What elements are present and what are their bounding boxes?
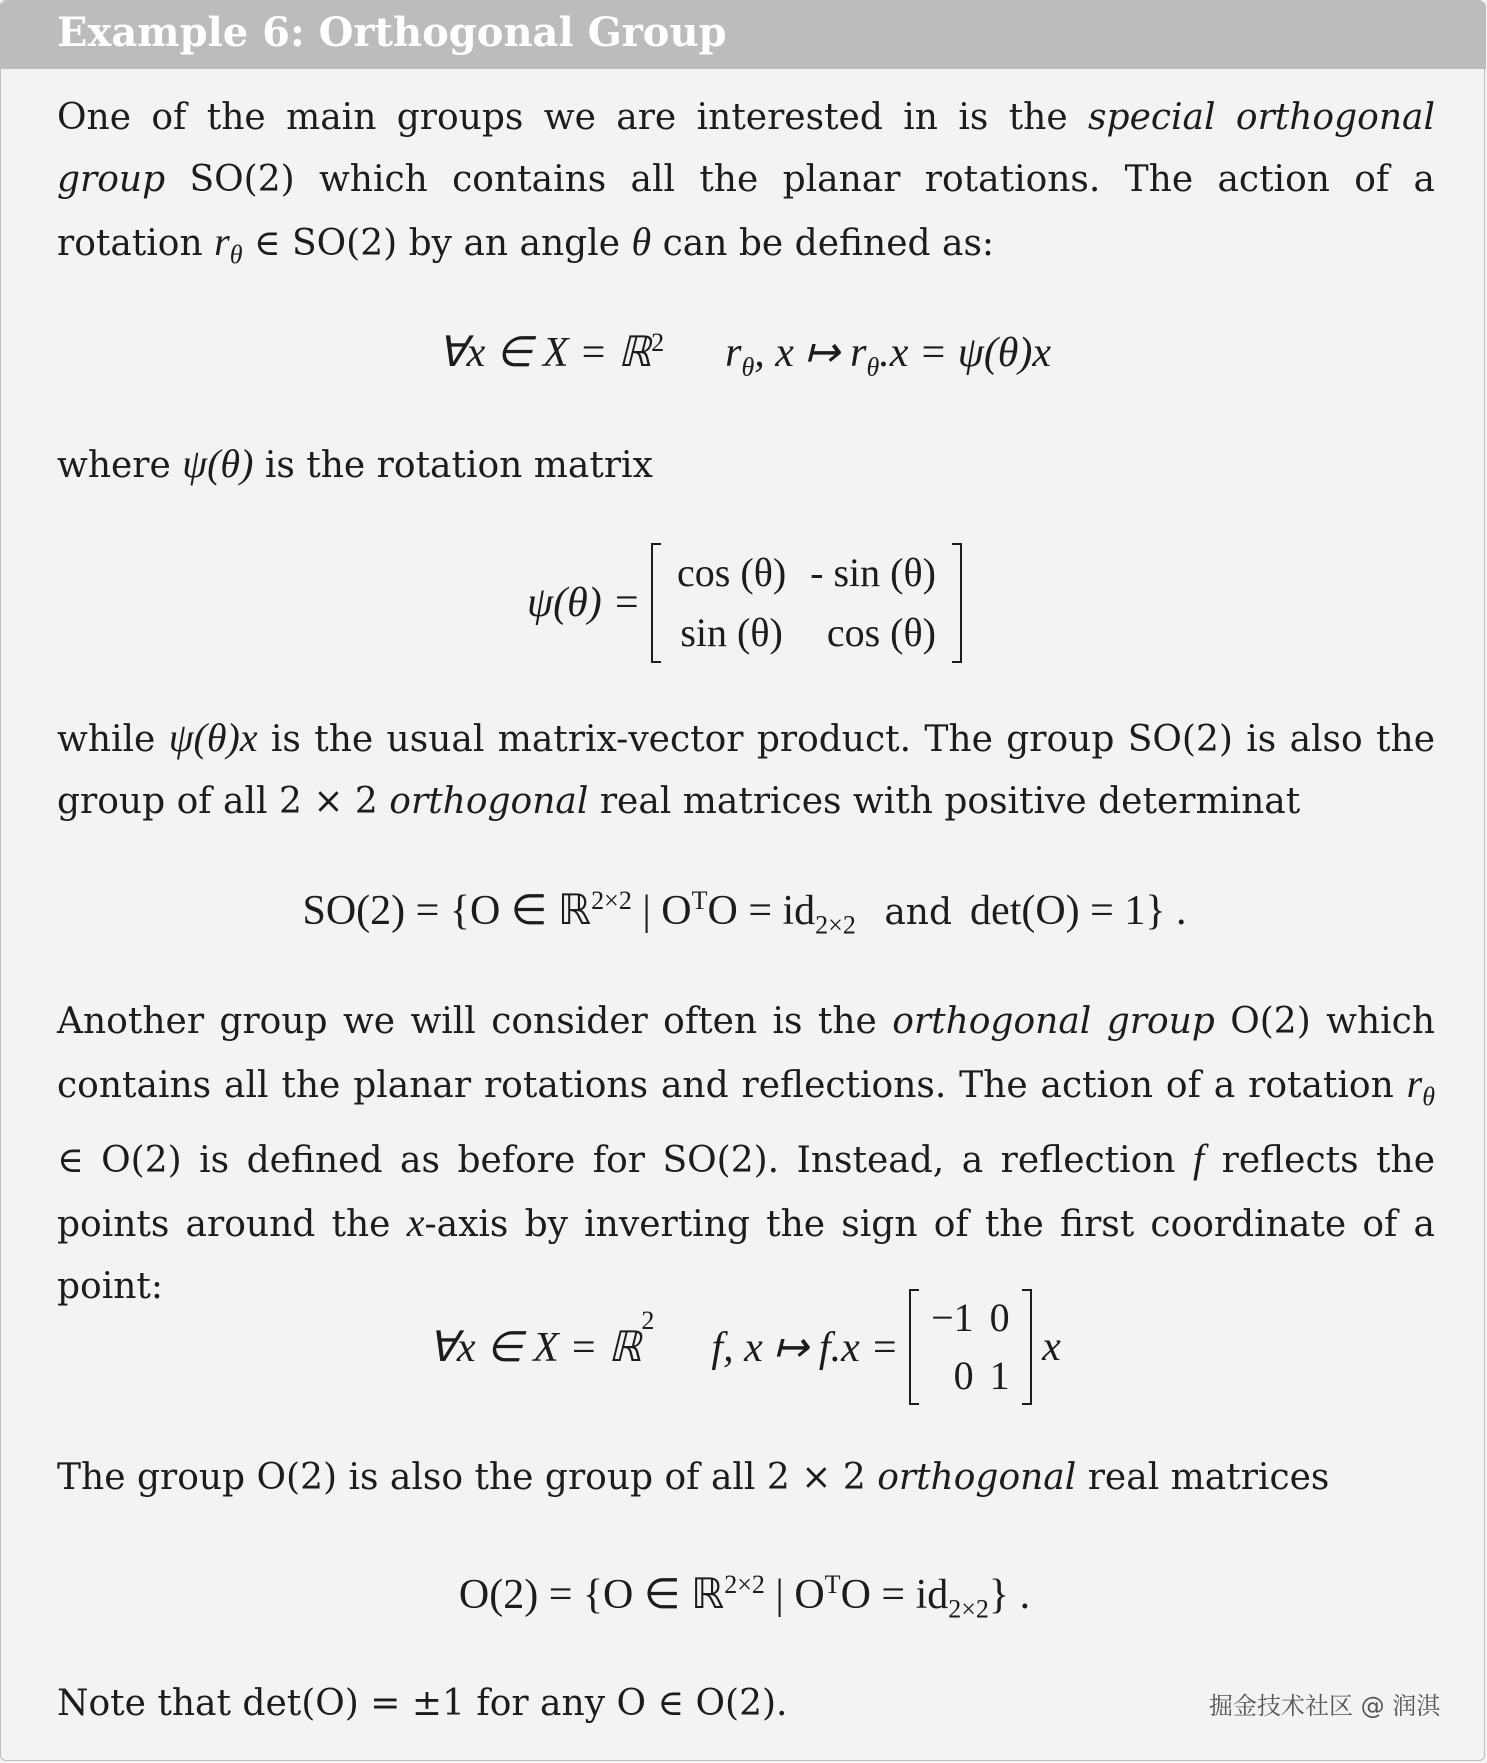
eq-sup: 2	[641, 1305, 655, 1335]
reflection-matrix	[909, 1289, 1032, 1405]
text: -axis by inverting the sign of the first coordinate of a point:	[57, 1204, 1435, 1308]
eq-part: SO(2) = {O ∈ ℝ	[302, 888, 592, 934]
emphasis: special orthogonal group	[57, 97, 1435, 200]
eq-and: and	[884, 892, 953, 933]
eq-part: , x ↦ r	[754, 330, 867, 376]
eq-part: O(2) = {O ∈ ℝ	[458, 1572, 725, 1618]
eq-part: | O	[764, 1572, 825, 1618]
eq-part: det(O) = 1} .	[970, 888, 1187, 934]
text: SO(2) which contains all the planar rotations. The action of a rotation	[57, 159, 1435, 264]
eq-sup: T	[824, 1570, 841, 1599]
equation-reflection	[1, 1289, 1487, 1405]
math-inline: ψ(θ)x	[168, 715, 258, 760]
text: is the usual matrix-vector product. The group SO(2) is also the group of all 2 × 2	[57, 719, 1435, 822]
eq-sup: 2	[651, 328, 665, 357]
text: while	[57, 719, 169, 760]
matrix-cell: sin (θ)	[680, 610, 783, 655]
matrix-cell: cos (θ)	[826, 610, 936, 655]
eq-part: x	[1042, 1324, 1061, 1370]
eq-part: r	[725, 330, 742, 376]
paragraph-o2	[57, 991, 1435, 1318]
watermark: 掘金技术社区 @ 润淇	[1209, 1692, 1441, 1720]
eq-lhs: ∀x ∈ X = ℝ	[428, 1325, 642, 1371]
text: where	[57, 445, 183, 486]
math-sub: θ	[229, 240, 243, 270]
matrix-cell: 0	[989, 1295, 1010, 1340]
eq-part: | O	[631, 888, 692, 934]
math-inline: r	[1406, 1061, 1423, 1106]
math-inline: x	[406, 1200, 425, 1246]
example-header	[1, 1, 1486, 69]
equation-rotation-matrix	[1, 543, 1487, 663]
paragraph-so2-matrices	[57, 707, 1435, 833]
eq-sub: θ	[741, 352, 755, 382]
rotation-matrix	[651, 543, 962, 663]
eq-sub: θ	[866, 352, 880, 382]
text: Note that det(O) = ±1 for any O ∈ O(2).	[57, 1683, 788, 1724]
eq-lhs: ∀x ∈ X = ℝ	[437, 330, 652, 376]
text: reflects the points around the	[57, 1140, 1436, 1246]
text: ∈ SO(2) by an angle	[242, 223, 632, 264]
eq-part: f, x ↦ f.x =	[711, 1325, 899, 1371]
eq-sup: 2×2	[724, 1570, 765, 1599]
eq-part: } .	[988, 1572, 1031, 1618]
eq-part: .x = ψ(θ)x	[879, 330, 1052, 376]
emphasis: orthogonal	[877, 1457, 1077, 1498]
equation-rotation-action	[1, 327, 1487, 382]
text: O(2) which contains all the planar rotations and reflections. The action of a rotation	[57, 1001, 1435, 1106]
eq-sub: 2×2	[948, 1594, 989, 1624]
eq-part: O = id	[840, 1572, 949, 1618]
paragraph-o2-matrices	[57, 1447, 1435, 1509]
text: Another group we will consider often is the	[57, 1001, 893, 1042]
math-inline: f	[1193, 1136, 1205, 1182]
eq-lhs: ψ(θ) =	[527, 580, 641, 626]
matrix-cell: cos (θ)	[677, 550, 787, 595]
math-inline: θ	[631, 219, 652, 264]
emphasis: orthogonal group	[892, 1001, 1215, 1042]
text: One of the main groups we are interested in is the	[57, 97, 1089, 138]
eq-sub: 2×2	[815, 910, 856, 940]
math-inline: ψ(θ)	[182, 441, 254, 486]
math-inline: r	[214, 219, 230, 264]
paragraph-intro	[57, 87, 1435, 286]
math-sub: θ	[1422, 1082, 1435, 1112]
matrix-cell: 0	[953, 1353, 974, 1398]
matrix-cell: −1	[931, 1295, 974, 1340]
text: can be defined as:	[651, 223, 995, 264]
text: The group O(2) is also the group of all 2 × 2	[57, 1457, 878, 1498]
text: real matrices with positive determinat	[588, 781, 1301, 822]
matrix-cell: 1	[989, 1353, 1010, 1398]
eq-part: O = id	[707, 888, 816, 934]
equation-so2-definition	[1, 885, 1487, 940]
text: is the rotation matrix	[253, 445, 653, 486]
equation-o2-definition	[1, 1569, 1487, 1624]
matrix-cell: - sin (θ)	[810, 550, 936, 595]
text: real matrices	[1076, 1457, 1330, 1498]
eq-sup: 2×2	[591, 886, 632, 915]
example-title: Example 6: Orthogonal Group	[57, 9, 727, 56]
emphasis: orthogonal	[389, 781, 589, 822]
text: ∈ O(2) is defined as before for SO(2). Instead, a reflection	[57, 1140, 1193, 1182]
eq-sup: T	[691, 886, 708, 915]
paragraph-where	[57, 433, 1435, 497]
